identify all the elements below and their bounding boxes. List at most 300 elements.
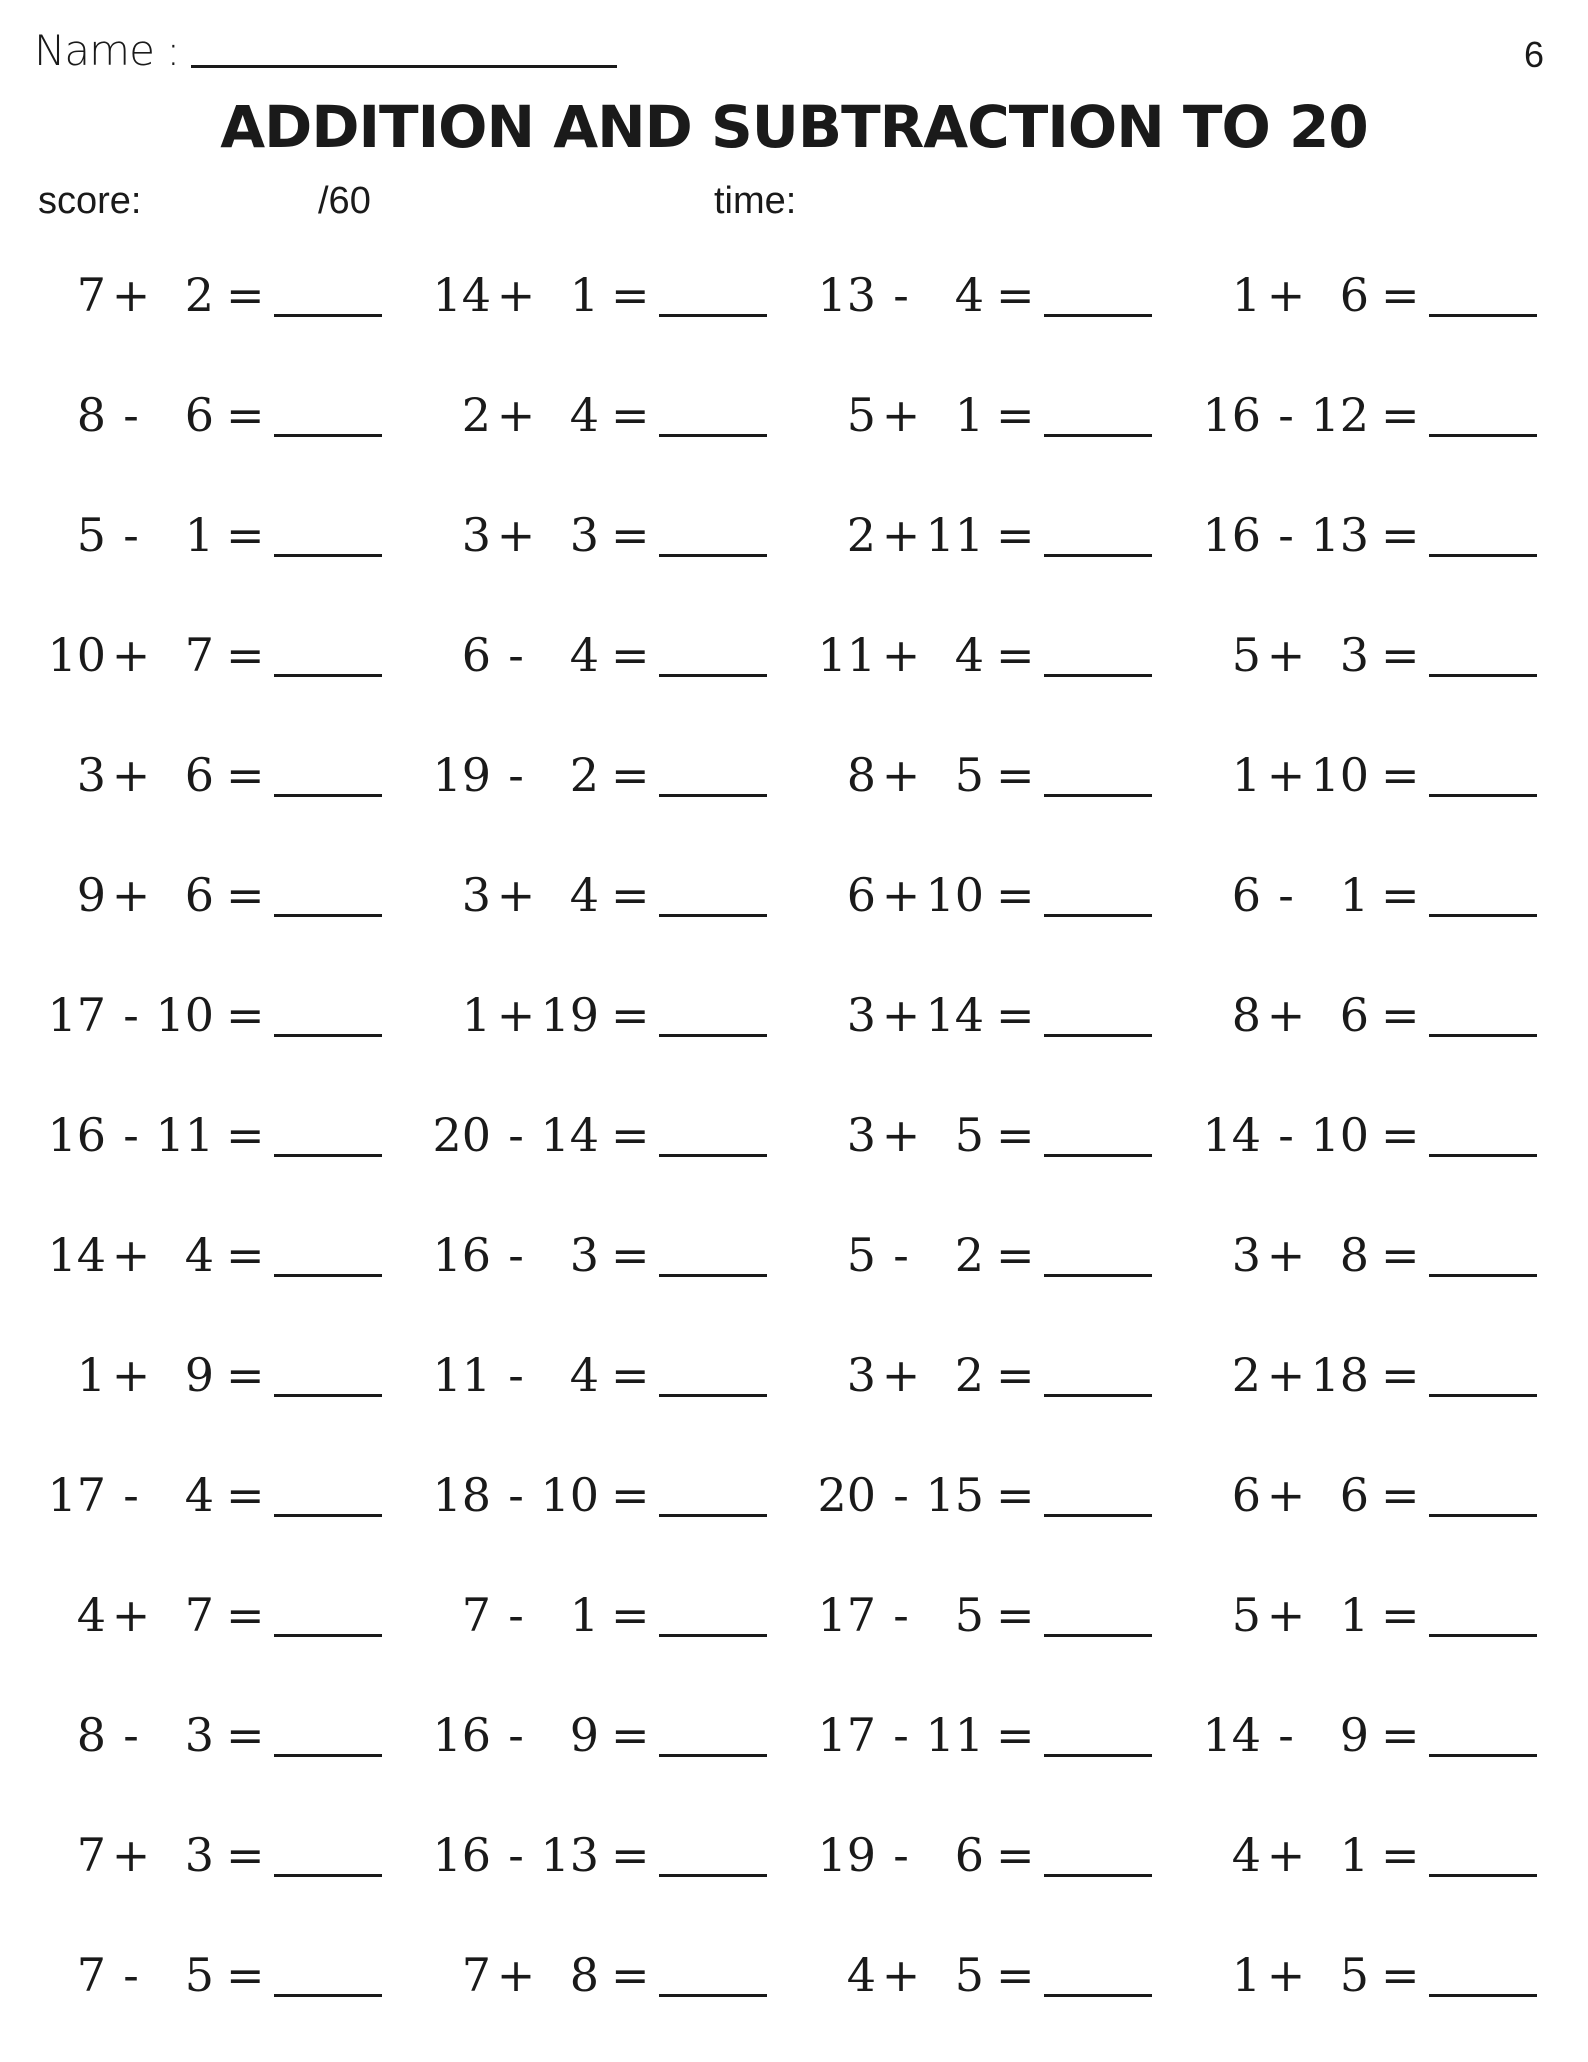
operand-2: 1: [1339, 868, 1369, 922]
answer-blank[interactable]: [1429, 1274, 1537, 1277]
problem-item: [1199, 1702, 1584, 1822]
operand-2: 2: [184, 268, 214, 322]
operand-2: 3: [184, 1708, 214, 1762]
operator: +: [881, 1108, 921, 1162]
answer-blank[interactable]: [659, 554, 767, 557]
equals-sign: =: [996, 1228, 1035, 1282]
answer-blank[interactable]: [659, 794, 767, 797]
equals-sign: =: [1381, 1948, 1420, 2002]
operand-1: 2: [1231, 1348, 1261, 1402]
equals-sign: =: [996, 1468, 1035, 1522]
equals-sign: =: [611, 1708, 650, 1762]
operator: -: [893, 1708, 909, 1762]
operand-2: 9: [1339, 1708, 1369, 1762]
problem-item: [44, 1822, 429, 1942]
operand-1: 5: [846, 388, 876, 442]
operand-2: 10: [1310, 748, 1369, 802]
operand-2: 15: [925, 1468, 984, 1522]
operand-1: 14: [47, 1228, 106, 1282]
operand-1: 17: [817, 1708, 876, 1762]
problem-item: [814, 622, 1199, 742]
problem-item: [1199, 382, 1584, 502]
equals-sign: =: [1381, 988, 1420, 1042]
equals-sign: =: [1381, 1708, 1420, 1762]
operator: +: [881, 1348, 921, 1402]
operator: +: [881, 508, 921, 562]
operator: +: [1266, 1468, 1306, 1522]
operator: +: [1266, 1348, 1306, 1402]
operator: +: [1266, 628, 1306, 682]
operand-1: 18: [432, 1468, 491, 1522]
problem-item: [814, 502, 1199, 622]
operand-2: 4: [569, 868, 599, 922]
problem-item: [44, 1462, 429, 1582]
answer-blank[interactable]: [659, 1994, 767, 1997]
operand-1: 8: [76, 388, 106, 442]
operand-1: 6: [1231, 868, 1261, 922]
operator: +: [496, 868, 536, 922]
score-total: /60: [318, 180, 371, 222]
operand-2: 6: [184, 748, 214, 802]
operator: +: [1266, 1588, 1306, 1642]
answer-blank[interactable]: [274, 1394, 382, 1397]
operand-1: 5: [1231, 1588, 1261, 1642]
operator: -: [508, 1708, 524, 1762]
operator: +: [111, 1348, 151, 1402]
answer-blank[interactable]: [1429, 1394, 1537, 1397]
problem-item: [1199, 262, 1584, 382]
operand-1: 4: [1231, 1828, 1261, 1882]
operand-1: 8: [76, 1708, 106, 1762]
problem-item: [44, 862, 429, 982]
operand-2: 2: [954, 1228, 984, 1282]
operand-1: 14: [1202, 1108, 1261, 1162]
operand-1: 3: [846, 988, 876, 1042]
operand-1: 19: [432, 748, 491, 802]
operand-2: 13: [1310, 508, 1369, 562]
score-label: score:: [38, 180, 142, 222]
answer-blank[interactable]: [1429, 1154, 1537, 1157]
operator: +: [111, 748, 151, 802]
problem-item: [44, 622, 429, 742]
equals-sign: =: [226, 988, 265, 1042]
answer-blank[interactable]: [659, 434, 767, 437]
operand-2: 4: [954, 268, 984, 322]
name-field-line[interactable]: [191, 65, 617, 68]
answer-blank[interactable]: [274, 914, 382, 917]
equals-sign: =: [611, 388, 650, 442]
equals-sign: =: [1381, 748, 1420, 802]
answer-blank[interactable]: [274, 1634, 382, 1637]
equals-sign: =: [996, 1108, 1035, 1162]
answer-blank[interactable]: [274, 434, 382, 437]
operator: +: [1266, 1228, 1306, 1282]
equals-sign: =: [996, 868, 1035, 922]
answer-blank[interactable]: [1044, 1394, 1152, 1397]
problem-item: [1199, 742, 1584, 862]
answer-blank[interactable]: [659, 1754, 767, 1757]
operand-2: 4: [184, 1228, 214, 1282]
answer-blank[interactable]: [1429, 1994, 1537, 1997]
operator: -: [123, 1948, 139, 2002]
equals-sign: =: [226, 1708, 265, 1762]
problem-item: [429, 382, 814, 502]
equals-sign: =: [226, 1828, 265, 1882]
equals-sign: =: [996, 988, 1035, 1042]
problem-item: [1199, 1582, 1584, 1702]
answer-blank[interactable]: [1429, 1634, 1537, 1637]
answer-blank[interactable]: [1044, 1514, 1152, 1517]
answer-blank[interactable]: [274, 554, 382, 557]
answer-blank[interactable]: [1429, 1874, 1537, 1877]
problem-item: [44, 742, 429, 862]
answer-blank[interactable]: [1044, 1274, 1152, 1277]
answer-blank[interactable]: [1429, 1034, 1537, 1037]
operand-1: 3: [76, 748, 106, 802]
operand-2: 8: [569, 1948, 599, 2002]
equals-sign: =: [996, 1348, 1035, 1402]
answer-blank[interactable]: [1044, 554, 1152, 557]
operand-2: 14: [925, 988, 984, 1042]
answer-blank[interactable]: [1429, 554, 1537, 557]
answer-blank[interactable]: [659, 1154, 767, 1157]
problem-item: [429, 502, 814, 622]
answer-blank[interactable]: [659, 1874, 767, 1877]
operator: +: [881, 1948, 921, 2002]
operand-1: 14: [432, 268, 491, 322]
answer-blank[interactable]: [659, 1634, 767, 1637]
operator: -: [508, 1348, 524, 1402]
problem-item: [1199, 862, 1584, 982]
operator: +: [1266, 268, 1306, 322]
operator: -: [123, 388, 139, 442]
operator: -: [123, 1108, 139, 1162]
answer-blank[interactable]: [274, 1154, 382, 1157]
operand-2: 3: [1339, 628, 1369, 682]
operator: +: [881, 748, 921, 802]
equals-sign: =: [1381, 1228, 1420, 1282]
equals-sign: =: [226, 1228, 265, 1282]
answer-blank[interactable]: [274, 674, 382, 677]
problem-item: [1199, 622, 1584, 742]
equals-sign: =: [611, 1348, 650, 1402]
operand-2: 6: [1339, 988, 1369, 1042]
problem-item: [1199, 1462, 1584, 1582]
answer-blank[interactable]: [274, 1874, 382, 1877]
problem-item: [814, 1822, 1199, 1942]
operand-2: 1: [184, 508, 214, 562]
problem-item: [814, 1702, 1199, 1822]
answer-blank[interactable]: [1429, 314, 1537, 317]
equals-sign: =: [996, 1708, 1035, 1762]
operator: +: [111, 868, 151, 922]
operand-1: 1: [76, 1348, 106, 1402]
equals-sign: =: [611, 1468, 650, 1522]
problem-item: [44, 1222, 429, 1342]
operator: +: [496, 388, 536, 442]
operator: -: [508, 1468, 524, 1522]
operator: -: [508, 748, 524, 802]
answer-blank[interactable]: [1044, 1994, 1152, 1997]
answer-blank[interactable]: [1429, 1514, 1537, 1517]
problem-item: [814, 1462, 1199, 1582]
operand-2: 1: [569, 1588, 599, 1642]
operand-1: 11: [432, 1348, 491, 1402]
operator: +: [496, 1948, 536, 2002]
answer-blank[interactable]: [1044, 434, 1152, 437]
answer-blank[interactable]: [1429, 1754, 1537, 1757]
equals-sign: =: [1381, 1348, 1420, 1402]
equals-sign: =: [611, 1828, 650, 1882]
operand-1: 5: [1231, 628, 1261, 682]
operator: -: [893, 1468, 909, 1522]
answer-blank[interactable]: [659, 1394, 767, 1397]
operand-2: 10: [155, 988, 214, 1042]
operand-2: 3: [569, 508, 599, 562]
equals-sign: =: [1381, 1828, 1420, 1882]
problem-item: [429, 1342, 814, 1462]
problem-item: [429, 1582, 814, 1702]
problem-item: [429, 1822, 814, 1942]
operand-1: 2: [461, 388, 491, 442]
operand-2: 4: [954, 628, 984, 682]
operand-2: 10: [1310, 1108, 1369, 1162]
operator: +: [111, 268, 151, 322]
operand-2: 5: [954, 1948, 984, 2002]
operand-2: 5: [184, 1948, 214, 2002]
equals-sign: =: [996, 1828, 1035, 1882]
answer-blank[interactable]: [659, 1034, 767, 1037]
equals-sign: =: [1381, 1588, 1420, 1642]
operator: +: [881, 868, 921, 922]
equals-sign: =: [611, 508, 650, 562]
operand-2: 6: [184, 868, 214, 922]
equals-sign: =: [226, 868, 265, 922]
problem-item: [1199, 1942, 1584, 2062]
answer-blank[interactable]: [274, 1514, 382, 1517]
equals-sign: =: [226, 1588, 265, 1642]
operand-1: 7: [461, 1588, 491, 1642]
equals-sign: =: [1381, 268, 1420, 322]
answer-blank[interactable]: [659, 1274, 767, 1277]
answer-blank[interactable]: [1429, 434, 1537, 437]
problem-item: [814, 982, 1199, 1102]
page-number: 6: [1523, 34, 1544, 75]
operator: -: [508, 1828, 524, 1882]
operand-1: 7: [76, 1828, 106, 1882]
operand-1: 7: [461, 1948, 491, 2002]
operator: -: [1278, 1108, 1294, 1162]
operand-1: 13: [817, 268, 876, 322]
operand-1: 5: [76, 508, 106, 562]
answer-blank[interactable]: [1044, 794, 1152, 797]
problem-item: [1199, 982, 1584, 1102]
answer-blank[interactable]: [274, 1754, 382, 1757]
problem-item: [814, 1102, 1199, 1222]
answer-blank[interactable]: [659, 1514, 767, 1517]
problem-item: [44, 1102, 429, 1222]
equals-sign: =: [226, 1108, 265, 1162]
name-row: [34, 26, 617, 75]
operator: -: [893, 268, 909, 322]
operator: +: [1266, 1828, 1306, 1882]
operand-1: 17: [817, 1588, 876, 1642]
operand-1: 4: [76, 1588, 106, 1642]
operator: +: [1266, 1948, 1306, 2002]
page-title: ADDITION AND SUBTRACTION TO 20: [220, 93, 1368, 161]
answer-blank[interactable]: [1044, 1634, 1152, 1637]
operand-2: 1: [1339, 1828, 1369, 1882]
operand-1: 16: [47, 1108, 106, 1162]
operand-1: 9: [76, 868, 106, 922]
operator: -: [1278, 1708, 1294, 1762]
operand-1: 17: [47, 988, 106, 1042]
answer-blank[interactable]: [659, 914, 767, 917]
operand-1: 5: [846, 1228, 876, 1282]
operator: -: [123, 1468, 139, 1522]
problem-item: [1199, 1222, 1584, 1342]
operand-2: 7: [184, 1588, 214, 1642]
operand-2: 5: [954, 1108, 984, 1162]
problem-item: [429, 622, 814, 742]
problem-item: [44, 1942, 429, 2062]
operand-1: 6: [461, 628, 491, 682]
name-label: Name :: [34, 26, 180, 75]
operand-2: 3: [184, 1828, 214, 1882]
operator: -: [1278, 868, 1294, 922]
operand-1: 4: [846, 1948, 876, 2002]
operand-1: 10: [47, 628, 106, 682]
operand-1: 6: [846, 868, 876, 922]
operator: -: [508, 1108, 524, 1162]
operand-1: 1: [461, 988, 491, 1042]
operand-2: 5: [954, 748, 984, 802]
answer-blank[interactable]: [1044, 674, 1152, 677]
operand-2: 18: [1310, 1348, 1369, 1402]
answer-blank[interactable]: [274, 1034, 382, 1037]
answer-blank[interactable]: [1429, 794, 1537, 797]
operand-1: 16: [432, 1828, 491, 1882]
answer-blank[interactable]: [659, 674, 767, 677]
answer-blank[interactable]: [274, 314, 382, 317]
operator: +: [111, 1228, 151, 1282]
problem-item: [44, 502, 429, 622]
operand-2: 6: [1339, 268, 1369, 322]
operand-1: 20: [817, 1468, 876, 1522]
operand-2: 10: [925, 868, 984, 922]
operand-2: 4: [569, 628, 599, 682]
equals-sign: =: [226, 508, 265, 562]
equals-sign: =: [611, 1588, 650, 1642]
problem-item: [814, 1342, 1199, 1462]
problem-item: [1199, 502, 1584, 622]
operand-2: 12: [1310, 388, 1369, 442]
equals-sign: =: [996, 388, 1035, 442]
equals-sign: =: [226, 1468, 265, 1522]
equals-sign: =: [226, 268, 265, 322]
operand-1: 16: [1202, 508, 1261, 562]
answer-blank[interactable]: [1429, 674, 1537, 677]
answer-blank[interactable]: [274, 1994, 382, 1997]
problem-item: [1199, 1102, 1584, 1222]
equals-sign: =: [996, 268, 1035, 322]
problem-item: [429, 1942, 814, 2062]
operand-2: 14: [540, 1108, 599, 1162]
problem-item: [814, 262, 1199, 382]
operator: -: [508, 1228, 524, 1282]
operator: -: [893, 1228, 909, 1282]
problem-item: [429, 262, 814, 382]
operator: +: [111, 1588, 151, 1642]
problem-item: [44, 1702, 429, 1822]
answer-blank[interactable]: [1044, 1874, 1152, 1877]
operator: -: [123, 508, 139, 562]
operator: -: [893, 1588, 909, 1642]
problem-item: [814, 742, 1199, 862]
answer-blank[interactable]: [274, 794, 382, 797]
answer-blank[interactable]: [659, 314, 767, 317]
time-label: time:: [714, 180, 797, 222]
operand-1: 3: [1231, 1228, 1261, 1282]
answer-blank[interactable]: [1429, 914, 1537, 917]
operand-1: 16: [1202, 388, 1261, 442]
operand-2: 6: [184, 388, 214, 442]
answer-blank[interactable]: [1044, 1754, 1152, 1757]
equals-sign: =: [611, 988, 650, 1042]
operand-2: 5: [1339, 1948, 1369, 2002]
answer-blank[interactable]: [274, 1274, 382, 1277]
answer-blank[interactable]: [1044, 314, 1152, 317]
problem-item: [1199, 1342, 1584, 1462]
operand-1: 6: [1231, 1468, 1261, 1522]
equals-sign: =: [611, 868, 650, 922]
equals-sign: =: [611, 1948, 650, 2002]
equals-sign: =: [611, 1108, 650, 1162]
problem-item: [44, 262, 429, 382]
operator: -: [123, 1708, 139, 1762]
operand-2: 6: [1339, 1468, 1369, 1522]
answer-blank[interactable]: [1044, 914, 1152, 917]
operand-2: 4: [569, 388, 599, 442]
operand-1: 19: [817, 1828, 876, 1882]
operand-1: 3: [461, 508, 491, 562]
problem-item: [429, 1222, 814, 1342]
answer-blank[interactable]: [1044, 1034, 1152, 1037]
operator: +: [1266, 988, 1306, 1042]
operand-2: 11: [925, 1708, 984, 1762]
operand-2: 7: [184, 628, 214, 682]
operand-2: 3: [569, 1228, 599, 1282]
problem-item: [429, 742, 814, 862]
problem-item: [814, 1942, 1199, 2062]
answer-blank[interactable]: [1044, 1154, 1152, 1157]
operand-1: 1: [1231, 1948, 1261, 2002]
operand-2: 8: [1339, 1228, 1369, 1282]
operand-1: 8: [846, 748, 876, 802]
equals-sign: =: [996, 628, 1035, 682]
operand-2: 4: [184, 1468, 214, 1522]
operand-1: 11: [817, 628, 876, 682]
operand-1: 3: [461, 868, 491, 922]
problem-item: [44, 982, 429, 1102]
operand-1: 16: [432, 1228, 491, 1282]
operand-2: 5: [954, 1588, 984, 1642]
operand-1: 1: [1231, 268, 1261, 322]
problem-item: [814, 382, 1199, 502]
operator: +: [496, 988, 536, 1042]
operand-2: 2: [569, 748, 599, 802]
operand-1: 17: [47, 1468, 106, 1522]
